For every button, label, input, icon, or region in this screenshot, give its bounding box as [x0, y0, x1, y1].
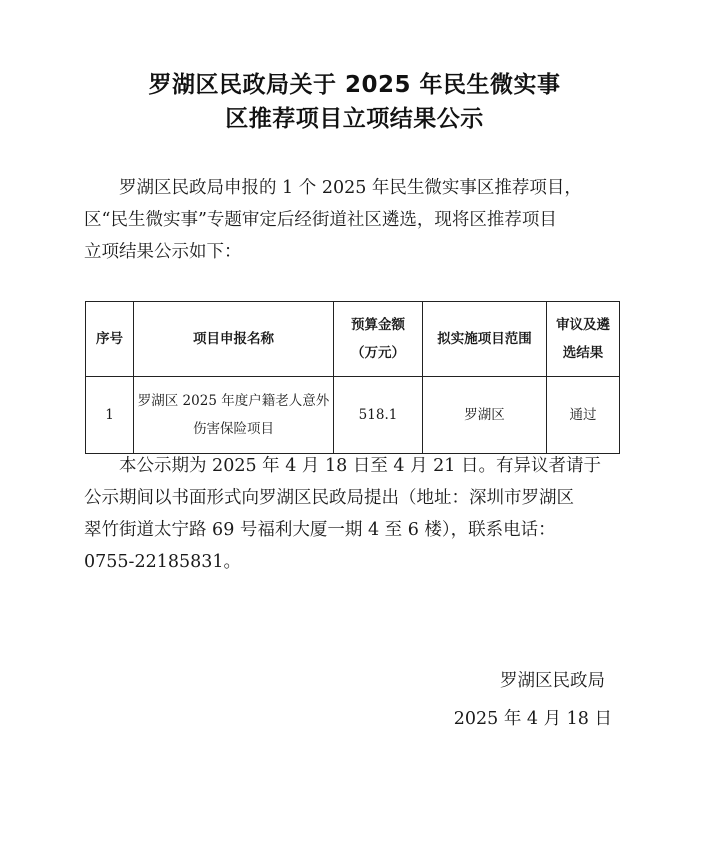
- header-result-line-1: 审议及遴: [556, 317, 610, 333]
- cell-scope: 罗湖区: [423, 377, 547, 454]
- header-budget: [334, 302, 423, 377]
- header-scope: 拟实施项目范围: [423, 302, 547, 377]
- notice-paragraph: [84, 450, 620, 578]
- notice-line-4: 0755-22185831。: [84, 552, 242, 572]
- header-project-name: 项目申报名称: [134, 302, 334, 377]
- intro-line-2: 区“民生微实事”专题审定后经街道社区遴选，现将区推荐项目: [84, 210, 557, 230]
- notice-line-3: 翠竹街道太宁路 69 号福利大厦一期 4 至 6 楼），联系电话：: [84, 520, 556, 540]
- project-table: [85, 301, 620, 454]
- intro-line-1: 罗湖区民政局申报的 1 个 2025 年民生微实事区推荐项目，: [119, 178, 582, 198]
- header-budget-line-2: （万元）: [351, 345, 405, 361]
- table-header-row: [86, 302, 620, 377]
- intro-line-3: 立项结果公示如下：: [84, 242, 242, 262]
- header-index: 序号: [86, 302, 134, 377]
- signature-date: 2025 年 4 月 18 日: [453, 709, 612, 729]
- cell-project-name-line-2: 伤害保险项目: [193, 421, 274, 437]
- notice-line-2: 公示期间以书面形式向罗湖区民政局提出（地址：深圳市罗湖区: [84, 488, 574, 508]
- notice-line-1: 本公示期为 2025 年 4 月 18 日至 4 月 21 日。有异议者请于: [119, 456, 601, 476]
- header-result-line-2: 选结果: [562, 345, 604, 361]
- signature-organization: 罗湖区民政局: [500, 671, 605, 691]
- cell-budget: 518.1: [334, 377, 423, 454]
- cell-index: 1: [86, 377, 134, 454]
- document-title-line-2: 区推荐项目立项结果公示: [225, 106, 484, 132]
- header-result: [547, 302, 620, 377]
- table-row: [86, 377, 620, 454]
- document-title-line-1: 罗湖区民政局关于 2025 年民生微实事: [148, 72, 561, 98]
- cell-project-name: [134, 377, 334, 454]
- cell-project-name-line-1: 罗湖区 2025 年度户籍老人意外: [137, 393, 330, 409]
- header-budget-line-1: 预算金额: [351, 317, 405, 333]
- cell-result: 通过: [547, 377, 620, 454]
- intro-paragraph: [84, 172, 620, 268]
